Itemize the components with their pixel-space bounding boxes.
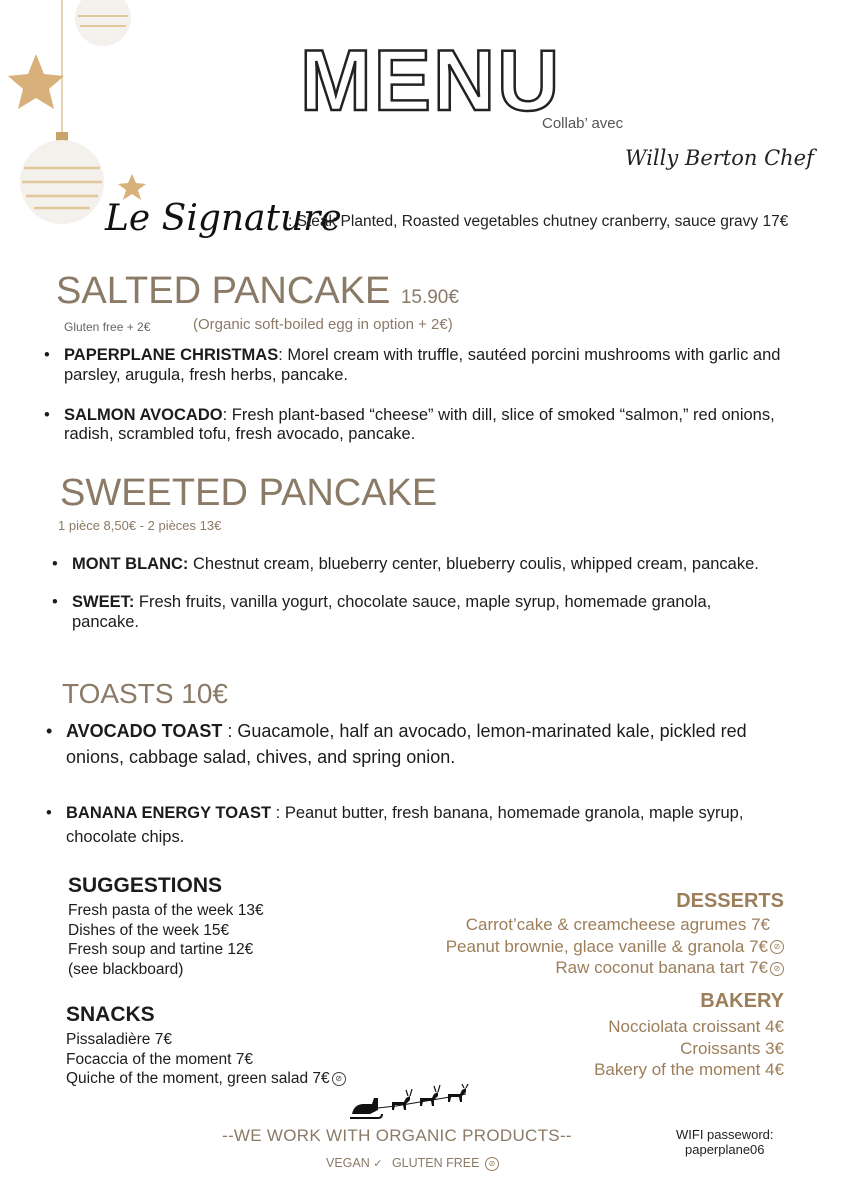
list-item: Bakery of the moment 4€ (594, 1060, 784, 1079)
list-item: Fresh pasta of the week 13€ (68, 902, 264, 919)
list-item: Dishes of the week 15€ (68, 921, 230, 939)
list-item: Pissaladière 7€ (66, 1031, 172, 1048)
menu-item (46, 718, 782, 770)
organic-banner: --WE WORK WITH ORGANIC PRODUCTS-- (222, 1126, 572, 1145)
list-item: Croissants 3€ (680, 1038, 784, 1058)
menu-item (44, 406, 804, 446)
snacks-title: SNACKS (66, 1003, 155, 1026)
list-item (446, 957, 784, 979)
gluten-free-icon: ⊘ (485, 1157, 499, 1171)
signature-label: Le Signature (105, 198, 342, 239)
menu-item-desc: : Peanut butter, fresh banana, homemade granola, maple syrup, chocolate chips. (66, 804, 744, 847)
salted-pancake-list (44, 346, 804, 445)
menu-item-desc: Fresh fruits, vanilla yogurt, chocolate sauce, maple syrup, homemade granola, pancake. (72, 592, 712, 631)
menu-item (46, 802, 782, 850)
sweeted-pancake-title: SWEETED PANCAKE (60, 472, 438, 514)
suggestions-title: SUGGESTIONS (68, 874, 223, 897)
salted-pancake-title: SALTED PANCAKE (56, 270, 391, 312)
menu-item-desc: : Guacamole, half an avocado, lemon-marinated kale, pickled red onions, cabbage salad, chives, and spring onion. (66, 721, 747, 768)
gluten-free-label: GLUTEN FREE (391, 1156, 480, 1170)
menu-item-name: SALMON AVOCADO (64, 405, 223, 424)
list-item-text: Carrot’cake & creamcheese agrumes 7€ (465, 915, 770, 934)
menu-item-desc: : Fresh plant-based “cheese” with dill, slice of smoked “salmon,” red onions, radish, scrambled tofu, fresh avocado, pancake. (64, 405, 775, 444)
wifi-info (676, 1127, 774, 1157)
list-item: Nocciolata croissant 4€ (608, 1017, 784, 1036)
toasts-title: TOASTS 10€ (62, 678, 229, 709)
menu-item (52, 555, 782, 575)
list-item: Focaccia of the moment 7€ (66, 1050, 253, 1068)
menu-item-desc: Chestnut cream, blueberry center, blueberry coulis, whipped cream, pancake. (188, 555, 759, 573)
desserts-list (446, 914, 784, 979)
menu-item-name: PAPERPLANE CHRISTMAS (64, 346, 279, 364)
list-item-text: Peanut brownie, glace vanille & granola 7€ (445, 936, 768, 956)
gluten-free-icon: ⊘ (332, 1072, 346, 1086)
list-item (66, 1069, 346, 1089)
menu-item (52, 593, 782, 633)
bakery-list (594, 1016, 784, 1081)
list-item: (see blackboard) (68, 960, 184, 978)
signature-description: : Steak Planted, Roasted vegetables chutney cranberry, sauce gravy 17€ (288, 213, 789, 230)
leaf-icon: ✓ (373, 1158, 383, 1170)
chef-name: Willy Berton Chef (625, 146, 814, 170)
salted-pancake-header (56, 272, 459, 310)
menu-item-name: SWEET: (72, 592, 135, 611)
gluten-free-icon: ⊘ (770, 940, 784, 954)
reindeer-sleigh-icon (348, 1084, 488, 1128)
list-item (446, 936, 784, 958)
salted-pancake-price: 15.90€ (400, 287, 459, 308)
list-item: Fresh soup and tartine 12€ (68, 941, 254, 958)
menu-item (44, 346, 804, 386)
star-small (118, 174, 146, 200)
menu-item-name: MONT BLANC: (72, 555, 189, 573)
bauble-top (75, 0, 131, 46)
snacks-list (66, 1030, 346, 1089)
toasts-list (46, 718, 782, 850)
vegan-label: VEGAN (326, 1156, 370, 1170)
list-item (446, 914, 784, 936)
dietary-legend (326, 1156, 499, 1171)
wifi-password: paperplane06 (685, 1142, 765, 1157)
sweeted-price-note: 1 pièce 8,50€ - 2 pièces 13€ (58, 518, 222, 533)
bakery-title: BAKERY (700, 990, 784, 1012)
suggestions-list (68, 901, 264, 979)
menu-item-name: AVOCADO TOAST (66, 721, 223, 741)
salted-gluten-note: Gluten free + 2€ (64, 320, 151, 334)
salted-option-note: (Organic soft-boiled egg in option + 2€) (193, 316, 453, 333)
sweeted-pancake-list (52, 555, 782, 632)
list-item-text: Raw coconut banana tart 7€ (555, 958, 768, 977)
list-item-text: Quiche of the moment, green salad 7€ (66, 1070, 330, 1087)
desserts-title: DESSERTS (676, 890, 784, 912)
gluten-free-icon: ⊘ (770, 962, 784, 976)
wifi-label: WIFI passeword: (676, 1127, 774, 1142)
menu-item-desc: : Morel cream with truffle, sautéed porcini mushrooms with garlic and parsley, arugula, fresh herbs, pancake. (64, 346, 781, 384)
menu-item-name: BANANA ENERGY TOAST (66, 804, 272, 823)
page-title: MENU (300, 33, 562, 129)
star-large (8, 54, 64, 109)
collab-text: Collab’ avec (542, 115, 624, 132)
